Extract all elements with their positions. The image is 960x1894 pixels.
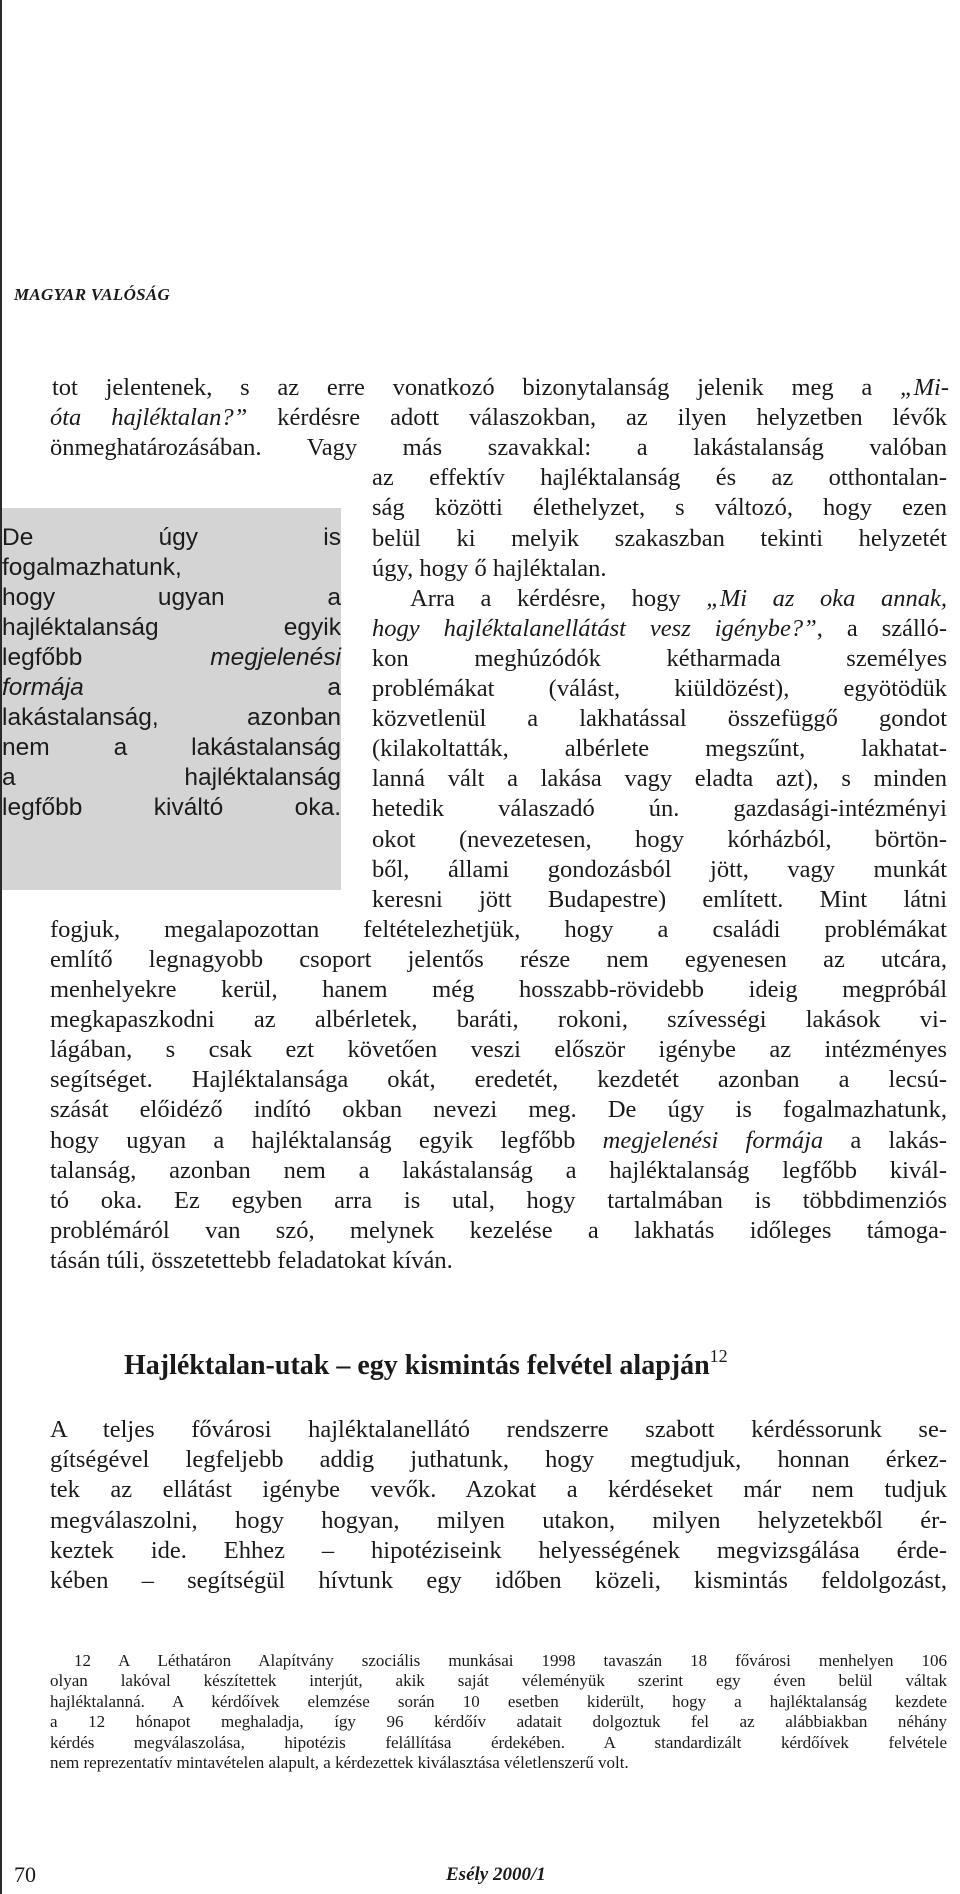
- text-run: fogalmazhatunk,: [2, 554, 182, 581]
- pull-quote-line: [2, 793, 341, 823]
- body-line: [372, 524, 947, 554]
- text-run: legfőbb kiváltó oka.: [2, 794, 341, 821]
- body-line: [50, 1246, 947, 1276]
- text-run: legfőbb: [2, 644, 211, 671]
- body-line: [372, 764, 947, 794]
- section-line: [50, 1536, 947, 1566]
- body-line: [372, 463, 947, 493]
- footnote-reference: 12: [709, 1346, 728, 1366]
- text-run: nem reprezentatív mintavételen alapult, a kérdezettek kiválasztása véletlenszerű volt.: [50, 1753, 629, 1772]
- text-run: önmeghatározásában. Vagy más szavakkal: a lakástalanság valóban: [50, 434, 947, 462]
- text-run: keztek ide. Ehhez – hipotéziseink helyességének megvizsgálása érde-: [50, 1536, 947, 1564]
- text-run: említő legnagyobb csoport jelentős része nem egyenesen az utcára,: [50, 945, 947, 973]
- body-line: [50, 1035, 947, 1065]
- text-run: tásán túli, összetettebb feladatokat kíván.: [50, 1246, 453, 1274]
- pull-quote-line: [2, 733, 341, 763]
- text-run: megválaszolni, hogy hogyan, milyen utakon, milyen helyzetekből ér-: [50, 1506, 947, 1534]
- body-line: [372, 734, 947, 764]
- pull-quote-line: [2, 673, 341, 703]
- text-run: lakástalanság, azonban: [2, 704, 341, 731]
- body-line: [50, 1216, 947, 1246]
- section-line: [50, 1445, 947, 1475]
- text-run: tó oka. Ez egyben arra is utal, hogy tartalmában is többdimenziós: [50, 1186, 947, 1214]
- text-run: Arra a kérdésre, hogy: [410, 584, 707, 612]
- footnote-line: [50, 1671, 947, 1691]
- body-line: [372, 885, 947, 915]
- text-run: De úgy is: [2, 524, 341, 551]
- body-line: [372, 674, 947, 704]
- text-run: (kilakoltatták, albérlete megszűnt, lakhatat-: [372, 735, 947, 763]
- text-run: problémákat (válást, kiüldözést), egyötödük: [372, 675, 947, 702]
- text-run: a lakás-: [823, 1126, 947, 1154]
- pull-quote-line: [2, 703, 341, 733]
- text-run: menhelyekre kerül, hanem még hosszabb-rövidebb ideig megpróbál: [50, 976, 947, 1003]
- text-run: segítséget. Hajléktalansága okát, eredetét, kezdetét azonban a lecsú-: [50, 1066, 947, 1094]
- body-line: [372, 644, 947, 674]
- text-run: hajléktalanná. A kérdőívek elemzése során 10 esetben kiderült, hogy a hajléktalanság kezdete: [50, 1691, 947, 1711]
- footnote-line: [50, 1712, 947, 1732]
- pull-quote-box: [2, 508, 341, 890]
- text-run: szását előidéző indító okban nevezi meg. De úgy is fogalmazhatunk,: [50, 1096, 947, 1124]
- text-run: közvetlenül a lakhatással összefüggő gondot: [372, 705, 947, 733]
- pull-quote-line: [2, 613, 341, 643]
- italic-text: megjelenési: [210, 644, 341, 671]
- pull-quote-line: [2, 763, 341, 793]
- italic-text: „Mi-: [900, 374, 949, 401]
- footnote-line: [74, 1651, 947, 1671]
- section-line: [50, 1415, 947, 1445]
- text-run: hajléktalanság egyik: [2, 614, 341, 641]
- section-line: [50, 1566, 947, 1596]
- body-line: [50, 403, 947, 433]
- text-run: keresni jött Budapestre) említett. Mint látni: [372, 885, 947, 913]
- text-run: hogy ugyan a hajléktalanság egyik legfőbb: [50, 1126, 603, 1154]
- pull-quote-line: [2, 643, 341, 673]
- text-run: tek az ellátást igénybe vevők. Azokat a kérdéseket már nem tudjuk: [50, 1476, 947, 1504]
- text-run: ság közötti élethelyzet, s változó, hogy ezen: [372, 494, 947, 522]
- text-run: olyan lakóval készítettek interjút, akik saját véleményük szerint egy éven belül váltak: [50, 1671, 947, 1691]
- body-line: [50, 915, 947, 945]
- section-line: [50, 1506, 947, 1536]
- body-line: [50, 433, 947, 463]
- footnote-line: [50, 1733, 947, 1753]
- body-line: [372, 825, 947, 855]
- page-edge-line: [0, 0, 2, 1894]
- text-run: fogjuk, megalapozottan feltételezhetjük, hogy a családi problémákat: [50, 915, 947, 943]
- text-run: hetedik válaszadó ún. gazdasági-intézményi: [372, 795, 947, 823]
- text-run: úgy, hogy ő hajléktalan.: [372, 554, 607, 582]
- body-line: [372, 493, 947, 523]
- text-run: , a szálló-: [816, 614, 948, 642]
- body-line: [50, 1156, 947, 1186]
- pull-quote-line: [2, 553, 341, 583]
- text-run: talanság, azonban nem a lakástalanság a hajléktalanság legfőbb kivál-: [50, 1156, 947, 1184]
- italic-text: óta hajléktalan?”: [50, 404, 248, 432]
- text-run: problémáról van szó, melynek kezelése a lakhatás időleges támoga-: [50, 1216, 947, 1244]
- text-run: a: [83, 674, 341, 701]
- text-run: okot (nevezetesen, hogy kórházból, börtön-: [372, 825, 947, 853]
- section-heading: [124, 1346, 728, 1382]
- body-line: [372, 704, 947, 734]
- footnote-line: [50, 1753, 947, 1773]
- text-run: hogy ugyan a: [2, 584, 341, 611]
- text-run: ből, állami gondozásból jött, vagy munkát: [372, 855, 947, 883]
- text-run: lanná vált a lakása vagy eladta azt), s minden: [372, 765, 947, 793]
- italic-text: megjelenési formája: [602, 1126, 824, 1154]
- pull-quote-line: [2, 583, 341, 613]
- italic-text: „Mi az oka annak,: [706, 584, 948, 612]
- italic-text: formája: [2, 674, 84, 701]
- text-run: gítségével legfeljebb addig juthatunk, hogy megtudjuk, honnan érkez-: [50, 1446, 947, 1474]
- body-line: [372, 554, 947, 584]
- body-line: [410, 584, 947, 614]
- italic-text: hogy hajléktalanellátást vesz igénybe?”: [372, 614, 817, 642]
- journal-name: Esély 2000/1: [446, 1864, 546, 1885]
- running-head: MAGYAR VALÓSÁG: [14, 285, 171, 304]
- text-run: tot jelentenek, s az erre vonatkozó bizonytalanság jelenik meg a: [52, 374, 900, 401]
- text-run: nem a lakástalanság: [2, 734, 341, 761]
- text-run: kon meghúzódók kétharmada személyes: [372, 644, 947, 672]
- text-run: a hajléktalanság: [2, 764, 341, 791]
- text-run: 12 A Léthatáron Alapítvány szociális munkásai 1998 tavaszán 18 fővárosi menhelyen 106: [74, 1651, 947, 1670]
- text-run: lágában, s csak ezt követően veszi először igénybe az intézményes: [50, 1036, 947, 1064]
- text-run: a 12 hónapot meghaladja, így 96 kérdőív adatait dolgoztuk fel az alábbiakban néhány: [50, 1712, 947, 1732]
- body-line: [372, 614, 947, 644]
- body-line: [50, 1065, 947, 1095]
- text-run: kében – segítségül hívtunk egy időben közeli, kismintás feldolgozást,: [50, 1567, 947, 1594]
- body-line: [52, 373, 949, 403]
- text-run: belül ki melyik szakaszban tekinti helyzetét: [372, 524, 947, 552]
- text-run: az effektív hajléktalanság és az otthontalan-: [372, 464, 947, 492]
- page-number: 70: [14, 1862, 36, 1887]
- body-line: [372, 855, 947, 885]
- body-line: [50, 1126, 947, 1156]
- body-line: [372, 794, 947, 824]
- text-run: kérdésre adott válaszokban, az ilyen helyzetben lévők: [247, 404, 947, 432]
- text-run: megkapaszkodni az albérletek, baráti, rokoni, szívességi lakások vi-: [50, 1006, 947, 1034]
- body-line: [50, 945, 947, 975]
- section-line: [50, 1475, 947, 1505]
- text-run: A teljes fővárosi hajléktalanellátó rendszerre szabott kérdéssorunk se-: [50, 1416, 947, 1443]
- footnote-line: [50, 1692, 947, 1712]
- body-line: [50, 1186, 947, 1216]
- body-line: [50, 1095, 947, 1125]
- body-line: [50, 1005, 947, 1035]
- section-heading-text: Hajléktalan-utak – egy kismintás felvétel alapján: [124, 1350, 710, 1381]
- text-run: kérdés megválaszolása, hipotézis felállítása érdekében. A standardizált kérdőívek felvétele: [50, 1732, 947, 1752]
- pull-quote-line: [2, 523, 341, 553]
- body-line: [50, 975, 947, 1005]
